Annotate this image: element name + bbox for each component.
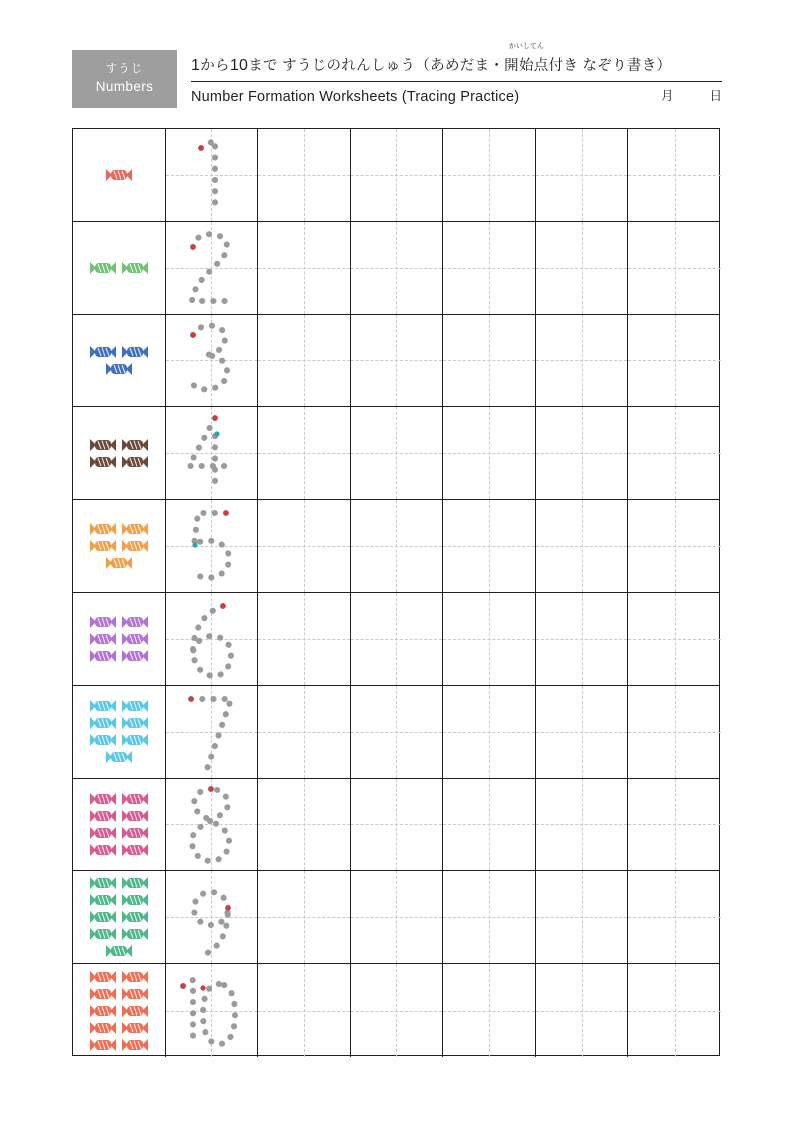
candy-icon (88, 715, 118, 731)
candy-icon (120, 538, 150, 554)
candy-icon (88, 631, 118, 647)
blank-practice-cell[interactable] (443, 871, 536, 963)
candy-icon (88, 825, 118, 841)
candy-icon (88, 1003, 118, 1019)
candy-icon (88, 909, 118, 925)
guide-horizontal (443, 917, 535, 918)
candy-icon (120, 260, 150, 276)
guide-vertical (489, 779, 490, 871)
guide-horizontal (628, 1011, 721, 1012)
candy-count-cell (73, 129, 166, 221)
candy-icon (88, 969, 118, 985)
guide-vertical (582, 500, 583, 592)
candy-count-cell (73, 964, 166, 1057)
candy-icon (120, 698, 150, 714)
practice-row (73, 129, 719, 222)
guide-horizontal (443, 639, 535, 640)
practice-row (73, 407, 719, 500)
guide-vertical (675, 500, 676, 592)
blank-practice-cell[interactable] (628, 871, 721, 963)
blank-practice-cell[interactable] (258, 779, 351, 871)
guide-horizontal (351, 453, 443, 454)
guide-horizontal (443, 268, 535, 269)
blank-practice-cell[interactable] (258, 129, 351, 221)
candy-count-cell (73, 315, 166, 407)
traced-numeral (166, 871, 258, 963)
numeral-trace-cell[interactable] (166, 593, 259, 685)
numeral-trace-cell[interactable] (166, 964, 259, 1057)
numeral-trace-cell[interactable] (166, 222, 259, 314)
ruby-base-kaishiten: 開始点 (504, 57, 549, 74)
title-particle-kara: から (200, 57, 230, 74)
guide-horizontal (536, 175, 628, 176)
candy-count-cell (73, 222, 166, 314)
guide-vertical (489, 407, 490, 499)
header-title-block (177, 42, 722, 108)
blank-practice-cell[interactable] (258, 871, 351, 963)
candy-icon (120, 1020, 150, 1036)
blank-practice-cell[interactable] (258, 964, 351, 1057)
guide-horizontal (351, 268, 443, 269)
blank-practice-cell[interactable] (351, 871, 444, 963)
blank-practice-cell[interactable] (351, 686, 444, 778)
candy-count-cell (73, 500, 166, 592)
ruby-reading-kaishiten: かいしてん (508, 42, 544, 50)
guide-vertical (396, 500, 397, 592)
blank-practice-cell[interactable] (351, 500, 444, 592)
guide-vertical (304, 500, 305, 592)
candy-group (73, 500, 165, 592)
candy-icon (104, 167, 134, 183)
traced-numeral (166, 222, 258, 314)
guide-horizontal (628, 917, 721, 918)
candy-icon (120, 521, 150, 537)
page-title-en: Number Formation Worksheets (Tracing Practice) (191, 81, 722, 105)
candy-icon (120, 969, 150, 985)
candy-icon (88, 260, 118, 276)
blank-practice-cell[interactable] (443, 593, 536, 685)
guide-vertical (582, 315, 583, 407)
guide-horizontal (628, 639, 721, 640)
guide-vertical (582, 686, 583, 778)
guide-horizontal (536, 732, 628, 733)
candy-group (73, 407, 165, 499)
guide-horizontal (258, 639, 350, 640)
guide-horizontal (258, 917, 350, 918)
guide-horizontal (443, 824, 535, 825)
guide-horizontal (628, 546, 721, 547)
blank-practice-cell[interactable] (443, 500, 536, 592)
candy-icon (120, 791, 150, 807)
numeral-trace-cell[interactable] (166, 686, 259, 778)
candy-icon (120, 1003, 150, 1019)
blank-practice-cell[interactable] (351, 593, 444, 685)
guide-vertical (489, 315, 490, 407)
candy-icon (120, 1037, 150, 1053)
guide-vertical (582, 222, 583, 314)
guide-horizontal (536, 268, 628, 269)
candy-group (73, 129, 165, 221)
header-category-badge (72, 50, 177, 108)
blank-practice-cell[interactable] (351, 222, 444, 314)
practice-row (73, 593, 719, 686)
guide-vertical (582, 593, 583, 685)
blank-practice-cell[interactable] (443, 686, 536, 778)
candy-icon (120, 631, 150, 647)
guide-horizontal (351, 546, 443, 547)
guide-horizontal (536, 1011, 628, 1012)
guide-vertical (489, 686, 490, 778)
blank-practice-cell[interactable] (351, 964, 444, 1057)
guide-horizontal (628, 732, 721, 733)
candy-icon (88, 808, 118, 824)
traced-numeral (166, 407, 258, 499)
blank-practice-cell[interactable] (536, 593, 629, 685)
candy-icon (88, 986, 118, 1002)
candy-group (73, 315, 165, 407)
guide-vertical (582, 129, 583, 221)
title-jp-end: 付き なぞり書き） (548, 57, 672, 74)
guide-horizontal (443, 1011, 535, 1012)
date-month-label[interactable]: 月 (660, 89, 674, 103)
guide-horizontal (628, 360, 721, 361)
candy-icon (120, 437, 150, 453)
candy-icon (120, 454, 150, 470)
guide-vertical (675, 964, 676, 1057)
blank-practice-cell[interactable] (628, 779, 721, 871)
traced-numeral (166, 593, 258, 685)
numeral-trace-cell[interactable] (166, 407, 259, 499)
blank-practice-cell[interactable] (536, 129, 629, 221)
guide-vertical (675, 129, 676, 221)
guide-horizontal (258, 175, 350, 176)
candy-icon (104, 749, 134, 765)
title-jp-mid: まで すうじのれんしゅう（あめだま・ (248, 57, 505, 74)
guide-vertical (489, 129, 490, 221)
blank-practice-cell[interactable] (351, 407, 444, 499)
numeral-trace-cell[interactable] (166, 500, 259, 592)
blank-practice-cell[interactable] (536, 222, 629, 314)
guide-horizontal (536, 917, 628, 918)
blank-practice-cell[interactable] (443, 964, 536, 1057)
candy-icon (104, 555, 134, 571)
guide-vertical (582, 871, 583, 963)
guide-horizontal (351, 1011, 443, 1012)
traced-numeral (166, 315, 258, 407)
candy-icon (120, 648, 150, 664)
blank-practice-cell[interactable] (443, 779, 536, 871)
candy-icon (88, 892, 118, 908)
practice-row (73, 315, 719, 408)
blank-practice-cell[interactable] (536, 779, 629, 871)
traced-numeral (166, 500, 258, 592)
candy-group (73, 779, 165, 871)
guide-vertical (489, 871, 490, 963)
guide-horizontal (258, 1011, 350, 1012)
page-title-jp (191, 42, 722, 77)
candy-icon (120, 715, 150, 731)
guide-horizontal (351, 360, 443, 361)
guide-vertical (489, 593, 490, 685)
guide-vertical (396, 779, 397, 871)
guide-horizontal (443, 546, 535, 547)
guide-horizontal (351, 917, 443, 918)
blank-practice-cell[interactable] (628, 315, 721, 407)
guide-horizontal (443, 453, 535, 454)
guide-horizontal (536, 639, 628, 640)
guide-horizontal (628, 824, 721, 825)
badge-label-en: Numbers (95, 78, 154, 94)
guide-vertical (396, 222, 397, 314)
candy-icon (88, 614, 118, 630)
candy-icon (88, 521, 118, 537)
guide-vertical (675, 779, 676, 871)
blank-practice-cell[interactable] (628, 129, 721, 221)
guide-vertical (582, 407, 583, 499)
guide-vertical (396, 407, 397, 499)
date-fields (661, 86, 722, 104)
badge-label-jp: すうじ (105, 63, 144, 76)
candy-icon (120, 909, 150, 925)
traced-numeral (166, 686, 258, 778)
blank-practice-cell[interactable] (536, 964, 629, 1057)
candy-icon (120, 825, 150, 841)
guide-vertical (396, 686, 397, 778)
blank-practice-cell[interactable] (258, 500, 351, 592)
guide-vertical (396, 593, 397, 685)
candy-group (73, 964, 165, 1057)
guide-horizontal (258, 453, 350, 454)
guide-vertical (675, 871, 676, 963)
blank-practice-cell[interactable] (443, 129, 536, 221)
title-range-start: 1 (191, 56, 201, 74)
traced-numeral (166, 964, 258, 1057)
guide-vertical (582, 964, 583, 1057)
practice-grid (72, 128, 720, 1056)
blank-practice-cell[interactable] (628, 407, 721, 499)
numeral-trace-cell[interactable] (166, 129, 259, 221)
blank-practice-cell[interactable] (628, 593, 721, 685)
guide-vertical (675, 315, 676, 407)
blank-practice-cell[interactable] (443, 407, 536, 499)
guide-horizontal (443, 360, 535, 361)
guide-vertical (304, 779, 305, 871)
practice-row (73, 686, 719, 779)
candy-icon (120, 986, 150, 1002)
guide-vertical (675, 222, 676, 314)
candy-icon (88, 875, 118, 891)
guide-horizontal (536, 546, 628, 547)
candy-icon (104, 361, 134, 377)
blank-practice-cell[interactable] (258, 686, 351, 778)
guide-vertical (304, 686, 305, 778)
guide-vertical (582, 779, 583, 871)
practice-row (73, 964, 719, 1057)
candy-count-cell (73, 686, 166, 778)
candy-icon (88, 1020, 118, 1036)
guide-horizontal (536, 360, 628, 361)
guide-horizontal (258, 360, 350, 361)
blank-practice-cell[interactable] (351, 129, 444, 221)
guide-horizontal (258, 732, 350, 733)
title-range-end: 10 (229, 56, 249, 74)
blank-practice-cell[interactable] (258, 593, 351, 685)
blank-practice-cell[interactable] (536, 686, 629, 778)
blank-practice-cell[interactable] (443, 315, 536, 407)
guide-vertical (489, 222, 490, 314)
candy-group (73, 686, 165, 778)
candy-group (73, 871, 165, 963)
guide-vertical (489, 964, 490, 1057)
blank-practice-cell[interactable] (536, 315, 629, 407)
title-ruby-kaishiten (504, 42, 549, 75)
guide-vertical (304, 222, 305, 314)
candy-icon (120, 344, 150, 360)
guide-horizontal (258, 824, 350, 825)
traced-numeral (166, 779, 258, 871)
blank-practice-cell[interactable] (351, 315, 444, 407)
guide-vertical (304, 315, 305, 407)
guide-horizontal (536, 453, 628, 454)
candy-icon (120, 732, 150, 748)
blank-practice-cell[interactable] (628, 964, 721, 1057)
guide-vertical (304, 964, 305, 1057)
candy-icon (120, 842, 150, 858)
blank-practice-cell[interactable] (443, 222, 536, 314)
guide-horizontal (443, 732, 535, 733)
guide-horizontal (536, 824, 628, 825)
candy-icon (120, 926, 150, 942)
candy-count-cell (73, 593, 166, 685)
candy-icon (120, 614, 150, 630)
candy-group (73, 593, 165, 685)
guide-horizontal (351, 175, 443, 176)
guide-vertical (396, 315, 397, 407)
numeral-trace-cell[interactable] (166, 871, 259, 963)
practice-row (73, 222, 719, 315)
guide-vertical (675, 407, 676, 499)
candy-icon (88, 926, 118, 942)
blank-practice-cell[interactable] (258, 222, 351, 314)
guide-horizontal (628, 175, 721, 176)
guide-vertical (675, 686, 676, 778)
guide-horizontal (628, 453, 721, 454)
blank-practice-cell[interactable] (536, 500, 629, 592)
guide-vertical (396, 129, 397, 221)
candy-icon (88, 437, 118, 453)
guide-vertical (396, 964, 397, 1057)
candy-icon (88, 1037, 118, 1053)
candy-icon (88, 842, 118, 858)
practice-row (73, 500, 719, 593)
practice-row (73, 871, 719, 964)
guide-horizontal (258, 546, 350, 547)
candy-icon (104, 943, 134, 959)
guide-horizontal (351, 732, 443, 733)
guide-vertical (304, 129, 305, 221)
blank-practice-cell[interactable] (536, 871, 629, 963)
candy-icon (88, 454, 118, 470)
worksheet-header (72, 42, 722, 108)
candy-icon (88, 732, 118, 748)
guide-horizontal (443, 175, 535, 176)
candy-icon (88, 791, 118, 807)
candy-group (73, 222, 165, 314)
traced-numeral (166, 129, 258, 221)
candy-icon (88, 698, 118, 714)
candy-count-cell (73, 779, 166, 871)
blank-practice-cell[interactable] (628, 500, 721, 592)
guide-vertical (304, 871, 305, 963)
candy-icon (88, 538, 118, 554)
guide-horizontal (351, 824, 443, 825)
practice-row (73, 779, 719, 872)
candy-count-cell (73, 407, 166, 499)
date-day-label[interactable]: 日 (709, 89, 722, 103)
candy-icon (88, 648, 118, 664)
blank-practice-cell[interactable] (258, 407, 351, 499)
guide-vertical (304, 593, 305, 685)
candy-icon (120, 892, 150, 908)
blank-practice-cell[interactable] (351, 779, 444, 871)
guide-horizontal (258, 268, 350, 269)
candy-icon (120, 808, 150, 824)
blank-practice-cell[interactable] (258, 315, 351, 407)
candy-icon (120, 875, 150, 891)
candy-icon (88, 344, 118, 360)
guide-horizontal (351, 639, 443, 640)
numeral-trace-cell[interactable] (166, 315, 259, 407)
candy-count-cell (73, 871, 166, 963)
blank-practice-cell[interactable] (628, 222, 721, 314)
guide-vertical (675, 593, 676, 685)
guide-vertical (489, 500, 490, 592)
guide-vertical (304, 407, 305, 499)
blank-practice-cell[interactable] (536, 407, 629, 499)
guide-vertical (396, 871, 397, 963)
numeral-trace-cell[interactable] (166, 779, 259, 871)
blank-practice-cell[interactable] (628, 686, 721, 778)
guide-horizontal (628, 268, 721, 269)
